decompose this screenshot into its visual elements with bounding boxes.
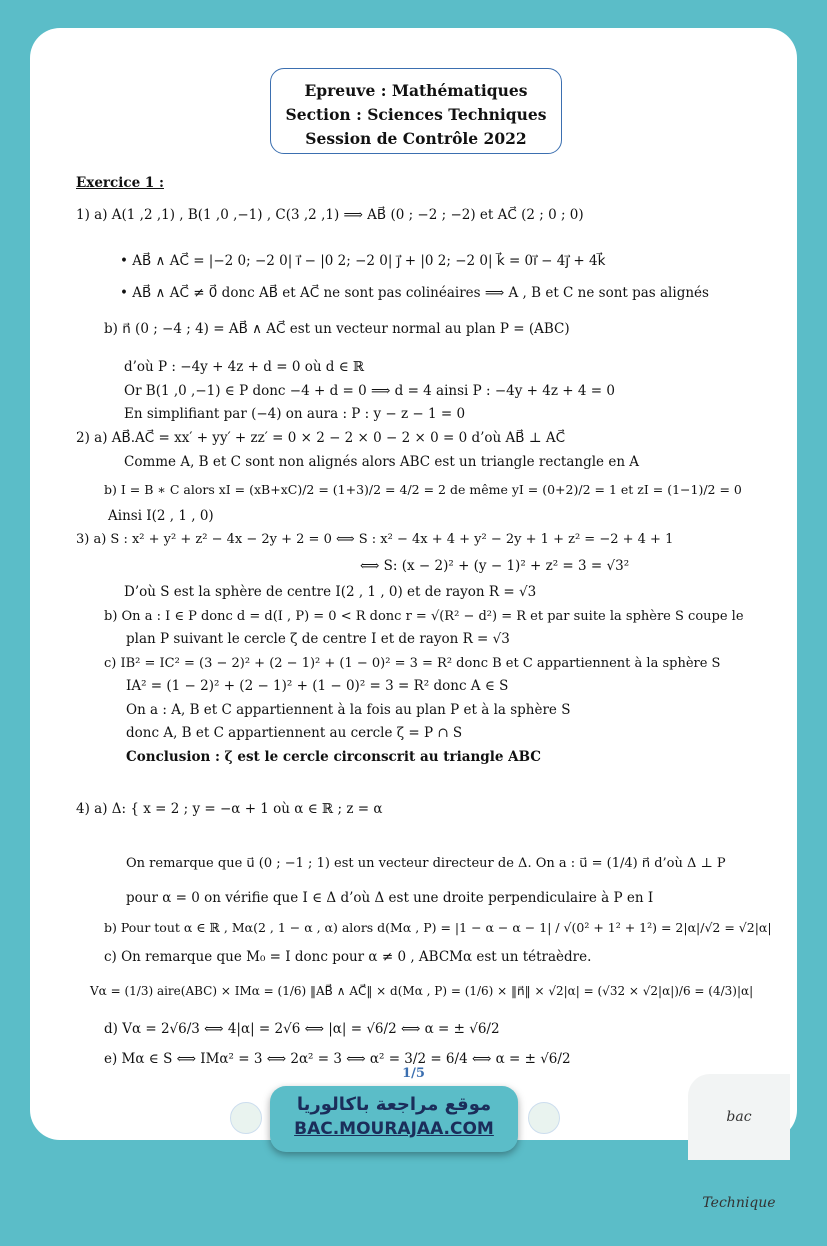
exam-section: Section : Sciences Techniques xyxy=(285,105,547,124)
q2a-right-triangle: Comme A, B et C sont non alignés alors ABC est un triangle rectangle en A xyxy=(124,454,640,470)
q1b-simplified: En simplifiant par (−4) on aura : P : y − z − 1 = 0 xyxy=(124,406,466,422)
q3a-sphere-canonical: ⟺ S: (x − 2)² + (y − 1)² + z² = 3 = √3² xyxy=(360,558,630,574)
q4a-perpendicular: pour α = 0 on vérifie que I ∈ Δ d’où Δ est une droite perpendiculaire à P en I xyxy=(126,890,654,906)
q2b-point-i: Ainsi I(2 , 1 , 0) xyxy=(108,508,214,524)
q2a-dot-product: 2) a) AB⃗.AC⃗ = xx′ + yy′ + zz′ = 0 × 2 − 2 × 0 − 2 × 0 = 0 d’où AB⃗ ⊥ AC⃗ xyxy=(76,430,565,446)
q3c-ib-ic: c) IB² = IC² = (3 − 2)² + (2 − 1)² + (1 − 0)² = 3 = R² donc B et C appartiennent à la sphère S xyxy=(104,656,721,671)
q3c-plane-sphere: On a : A, B et C appartiennent à la fois au plan P et à la sphère S xyxy=(126,702,571,718)
exam-session: Session de Contrôle 2022 xyxy=(305,129,527,148)
q3a-center-radius: D’où S est la sphère de centre I(2 , 1 , 0) et de rayon R = √3 xyxy=(124,584,537,600)
exercise-title: Exercice 1 : xyxy=(76,175,164,191)
q4a-direction-vector: On remarque que u⃗ (0 ; −1 ; 1) est un vecteur directeur de Δ. On a : u⃗ = (1/4) n⃗ d’où Δ ⊥ P xyxy=(126,856,726,871)
site-logo-right xyxy=(528,1102,560,1134)
site-url-link[interactable]: BAC.MOURAJAA.COM xyxy=(294,1119,494,1139)
site-arabic-title: موقع مراجعة باكالوريا xyxy=(296,1094,492,1115)
q3b-circle: plan P suivant le cercle ζ de centre I et de rayon R = √3 xyxy=(126,631,510,647)
site-logo-left xyxy=(230,1102,262,1134)
q2b-midpoint: b) I = B ∗ C alors xI = (xB+xC)/2 = (1+3)/2 = 4/2 = 2 de même yI = (0+2)/2 = 1 et zI = (1−1)/2 = 0 xyxy=(104,482,742,497)
q4c-tetrahedron: c) On remarque que M₀ = I donc pour α ≠ 0 , ABCMα est un tétraèdre. xyxy=(104,949,592,965)
q4d-solve: d) Vα = 2√6/3 ⟺ 4|α| = 2√6 ⟺ |α| = √6/2 ⟺ α = ± √6/2 xyxy=(104,1021,500,1037)
q3c-circle: donc A, B et C appartiennent au cercle ζ = P ∩ S xyxy=(126,725,463,741)
page-number: 1/5 xyxy=(402,1066,425,1081)
site-banner[interactable] xyxy=(270,1086,518,1152)
q4b-distance: b) Pour tout α ∈ ℝ , Mα(2 , 1 − α , α) alors d(Mα , P) = |1 − α − α − 1| / √(0² + 1² + 1²) = 2|α|/√2 = √2|α| xyxy=(104,920,772,935)
q3a-sphere-eq: 3) a) S : x² + y² + z² − 4x − 2y + 2 = 0 ⟺ S : x² − 4x + 4 + y² − 2y + 1 + z² = −2 + 4 + 1 xyxy=(76,532,674,547)
exam-header-box xyxy=(270,68,562,154)
q1a-not-aligned: • AB⃗ ∧ AC⃗ ≠ 0⃗ donc AB⃗ et AC⃗ ne sont pas colinéaires ⟹ A , B et C ne sont pas alignés xyxy=(120,285,709,301)
q1b-plane-eq: d’où P : −4y + 4z + d = 0 où d ∈ ℝ xyxy=(124,359,365,375)
q3b-intersection: b) On a : I ∈ P donc d = d(I , P) = 0 < R donc r = √(R² − d²) = R et par suite la sphère S coupe le xyxy=(104,609,744,624)
document-page xyxy=(30,28,797,1211)
exam-subject: Epreuve : Mathématiques xyxy=(304,81,528,100)
q3c-conclusion: Conclusion : ζ est le cercle circonscrit au triangle ABC xyxy=(126,749,541,765)
q1b-find-d: Or B(1 ,0 ,−1) ∈ P donc −4 + d = 0 ⟹ d = 4 ainsi P : −4y + 4z + 4 = 0 xyxy=(124,383,615,399)
q1a-line: 1) a) A(1 ,2 ,1) , B(1 ,0 ,−1) , C(3 ,2 ,1) ⟹ AB⃗ (0 ; −2 ; −2) et AC⃗ (2 ; 0 ; 0) xyxy=(76,207,584,223)
q4e-solve: e) Mα ∈ S ⟺ IMα² = 3 ⟺ 2α² = 3 ⟺ α² = 3/2 = 6/4 ⟺ α = ± √6/2 xyxy=(104,1051,571,1067)
q1b-normal-vector: b) n⃗ (0 ; −4 ; 4) = AB⃗ ∧ AC⃗ est un vecteur normal au plan P = (ABC) xyxy=(104,321,570,337)
bac-technique-stamp: bac Technique xyxy=(688,1074,790,1160)
q3c-ia: IA² = (1 − 2)² + (2 − 1)² + (1 − 0)² = 3 = R² donc A ∈ S xyxy=(126,678,509,694)
q4a-line-delta: 4) a) Δ: { x = 2 ; y = −α + 1 où α ∈ ℝ ; z = α xyxy=(76,801,383,817)
q4c-volume: Vα = (1/3) aire(ABC) × IMα = (1/6) ‖AB⃗ ∧ AC⃗‖ × d(Mα , P) = (1/6) × ‖n⃗‖ × √2|α| = (√32 × √2|α|)/6 = (4/3)|α| xyxy=(90,984,754,998)
q1a-cross-product: • AB⃗ ∧ AC⃗ = |−2 0; −2 0| i⃗ − |0 2; −2 0| j⃗ + |0 2; −2 0| k⃗ = 0i⃗ − 4j⃗ + 4k⃗ xyxy=(120,253,606,269)
